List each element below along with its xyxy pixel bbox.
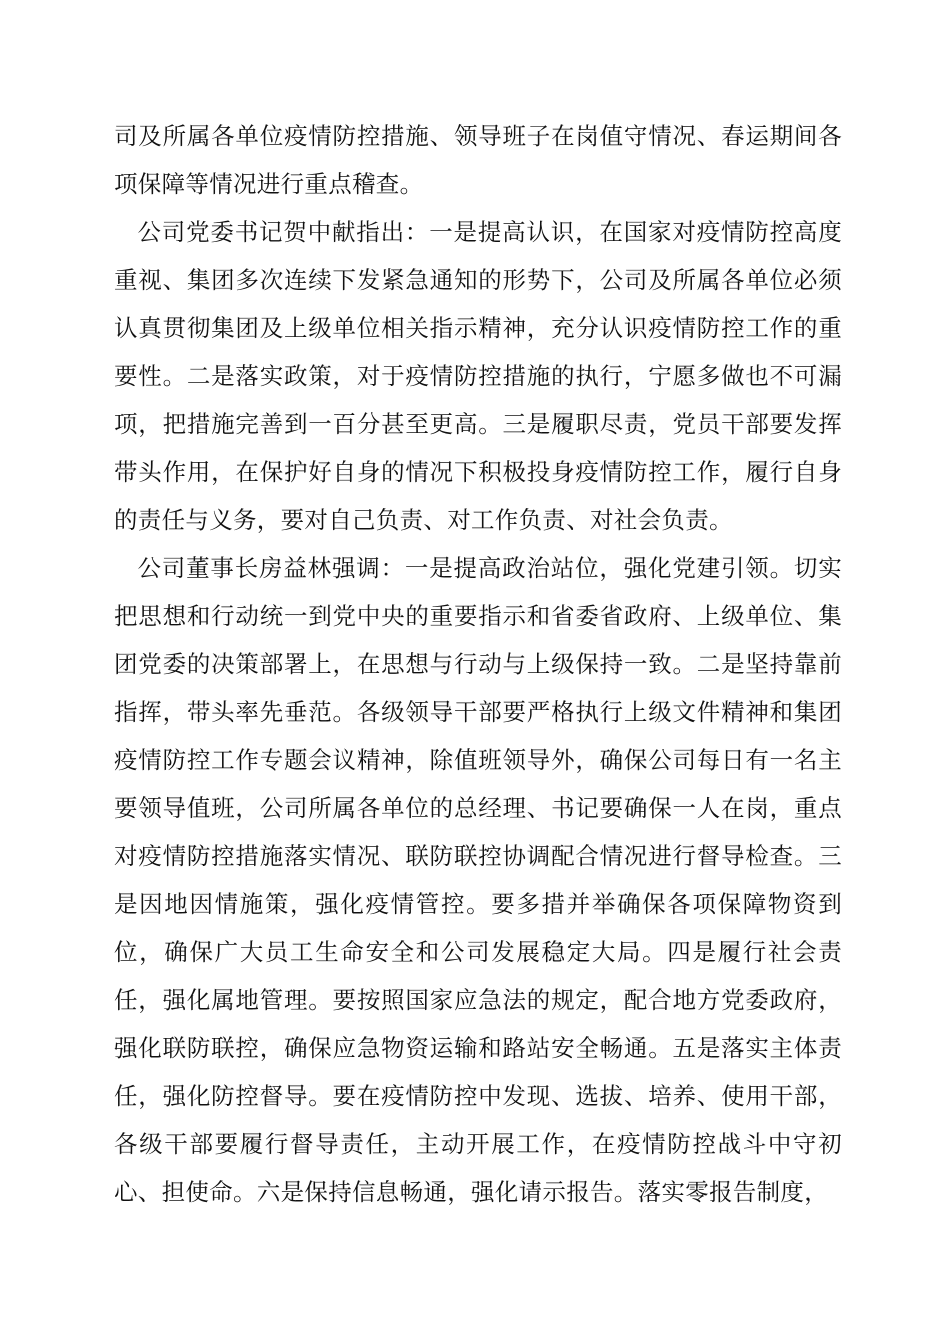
paragraph-chairman-remarks: 公司董事长房益林强调：一是提高政治站位，强化党建引领。切实把思想和行动统一到党中央的重要指示和省委省政府、上级单位、集团党委的决策部署上，在思想与行动与上级保持一致。二是坚持靠前指挥，带头率先垂范。各级领导干部要严格执行上级文件精神和集团疫情防控工作专题会议精神，除值班领导外，确保公司每日有一名主要领导值班，公司所属各单位的总经理、书记要确保一人在岗，重点对疫情防控措施落实情况、联防联控协调配合情况进行督导检查。三是因地因情施策，强化疫情管控。要多措并举确保各项保障物资到位，确保广大员工生命安全和公司发展稳定大局。四是履行社会责任，强化属地管理。要按照国家应急法的规定，配合地方党委政府，强化联防联控，确保应急物资运输和路站安全畅通。五是落实主体责任，强化防控督导。要在疫情防控中发现、选拔、培养、使用干部，各级干部要履行督导责任，主动开展工作，在疫情防控战斗中守初心、担使命。六是保持信息畅通，强化请示报告。落实零报告制度， bbox=[114, 554, 842, 1206]
paragraph-continuation: 司及所属各单位疫情防控措施、领导班子在岗值守情况、春运期间各项保障等情况进行重点稽查。 bbox=[114, 122, 842, 198]
body-text bbox=[114, 112, 842, 1216]
paragraph-secretary-remarks: 公司党委书记贺中献指出：一是提高认识，在国家对疫情防控高度重视、集团多次连续下发紧急通知的形势下，公司及所属各单位必须认真贯彻集团及上级单位相关指示精神，充分认识疫情防控工作的重要性。二是落实政策，对于疫情防控措施的执行，宁愿多做也不可漏项，把措施完善到一百分甚至更高。三是履职尽责，党员干部要发挥带头作用，在保护好自身的情况下积极投身疫情防控工作，履行自身的责任与义务，要对自己负责、对工作负责、对社会负责。 bbox=[114, 218, 842, 534]
